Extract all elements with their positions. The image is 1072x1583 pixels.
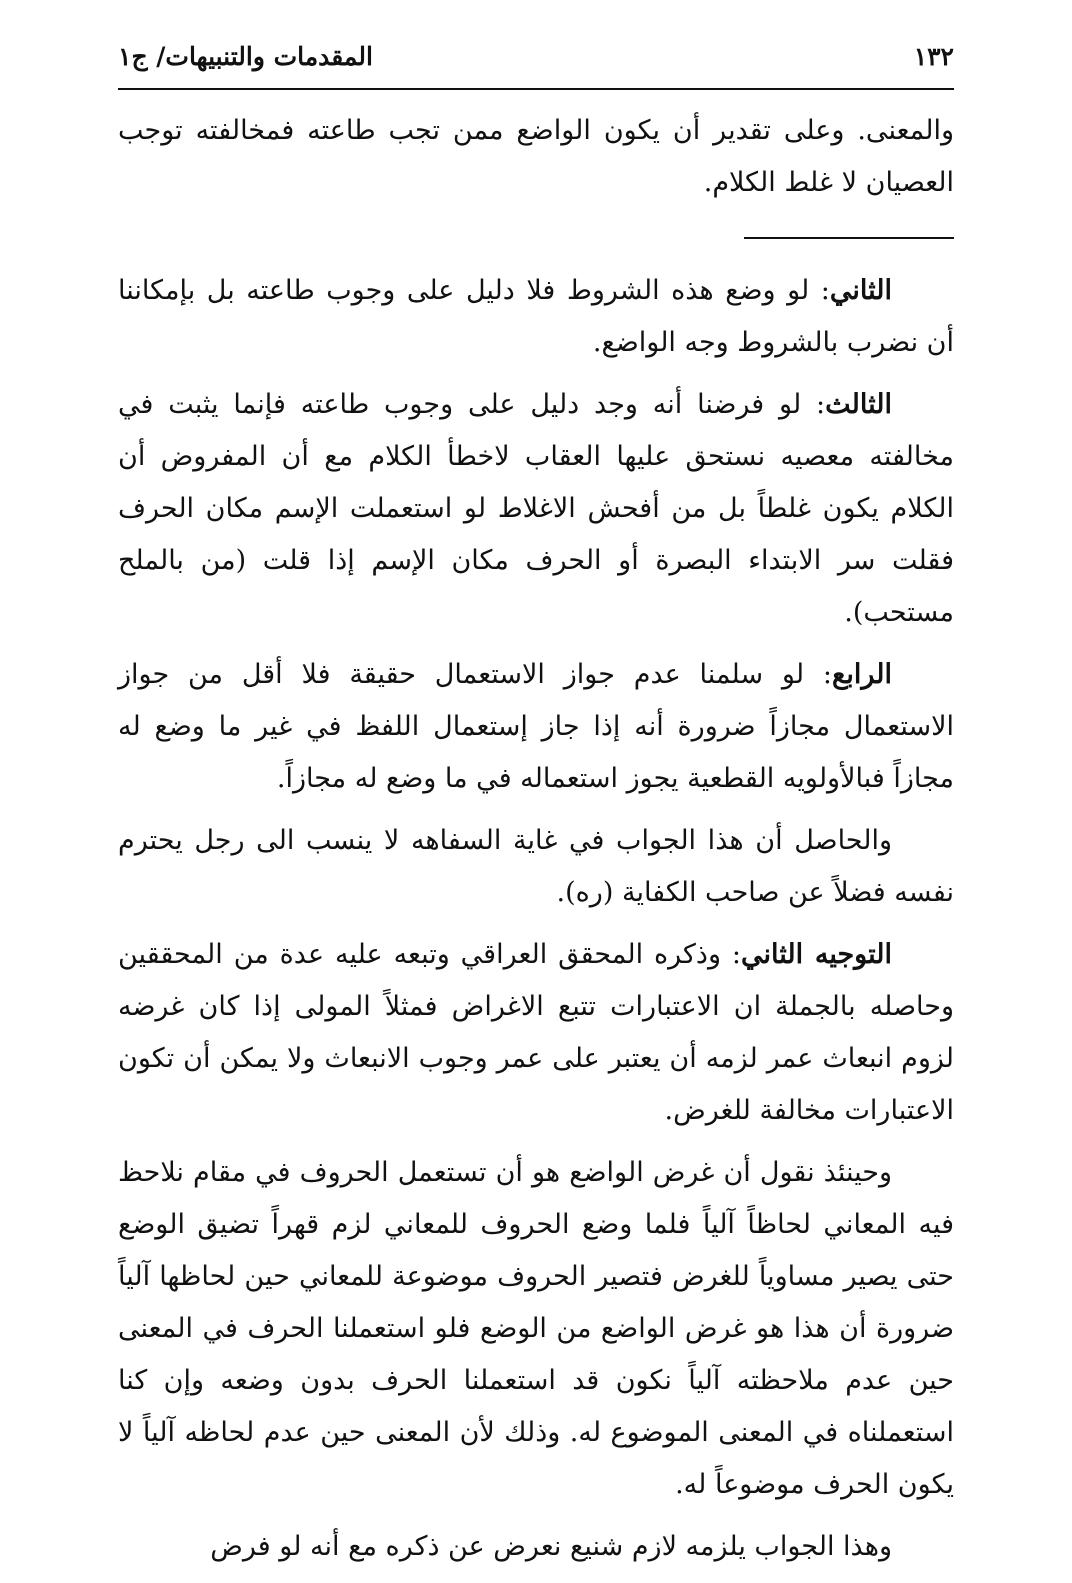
justification-text: : وذكره المحقق العراقي وتبعه عليه عدة من المحققين وحاصله بالجملة ان الاعتبارات تتبع الاغراض فمثلاً المولى إذا كان غرضه لزوم انبعاث عمر لزمه أن يعتبر على عمر وجوب الانبعاث ولا يمكن أن تكون الاعتبارات مخالفة للغرض.	[118, 939, 954, 1126]
closing-fragment: وهذا الجواب يلزمه لازم شنيع نعرض عن ذكره مع أنه لو فرض	[210, 1531, 892, 1562]
point-text: : لو سلمنا عدم جواز الاستعمال حقيقة فلا أقل من جواز الاستعمال مجازاً ضرورة أنه إذا جاز إستعمال اللفظ في غير ما وضع له مجازاً فبالأولويه القطعية يجوز استعماله في ما وضع له مجازاً.	[118, 659, 954, 794]
point-text: : لو فرضنا أنه وجد دليل على وجوب طاعته فإنما يثبت في مخالفته معصيه نستحق عليها العقاب لاخطأ الكلام مع أن المفروض أن الكلام يكون غلطاً بل من أفحش الاغلاط لو استعملت الإسم مكان الحرف فقلت سر الابتداء البصرة أو الحرف مكان الإسم إذا قلت (من بالملح مستحب).	[118, 389, 954, 628]
justification-term: التوجيه الثاني	[741, 939, 892, 970]
point-term: الثاني	[829, 275, 892, 306]
second-justification	[118, 929, 954, 1137]
continued-paragraph: والمعنى. وعلى تقدير أن يكون الواضع ممن تجب طاعته فمخالفته توجب العصيان لا غلط الكلام.	[118, 115, 954, 198]
section-divider	[744, 237, 954, 239]
running-title: المقدمات والتنبيهات/ ج١	[118, 42, 373, 71]
conclusion-paragraph: والحاصل أن هذا الجواب في غاية السفاهه لا ينسب الى رجل يحترم نفسه فضلاً عن صاحب الكفاية (ره).	[118, 825, 954, 908]
point-term: الثالث	[825, 389, 892, 420]
page-header	[118, 42, 954, 82]
book-page	[118, 0, 954, 1562]
point-second	[118, 265, 954, 369]
body-text	[118, 105, 954, 1583]
point-third	[118, 379, 954, 639]
header-rule	[118, 88, 954, 90]
page-number: ١٣٢	[913, 42, 954, 71]
point-term: الرابع	[831, 659, 892, 690]
point-fourth	[118, 649, 954, 805]
point-text: : لو وضع هذه الشروط فلا دليل على وجوب طاعته بل بإمكاننا أن نضرب بالشروط وجه الواضع.	[118, 275, 954, 358]
application-paragraph: وحينئذ نقول أن غرض الواضع هو أن تستعمل الحروف في مقام نلاحظ فيه المعاني لحاظاً آلياً فلما وضع الحروف للمعاني لزم قهراً تضيق الوضع حتى يصير مساوياً للغرض فتصير الحروف موضوعة للمعاني حين لحاظها آلياً ضرورة أن هذا هو غرض الواضع من الوضع فلو استعملنا الحرف في المعنى حين عدم ملاحظته آلياً نكون قد استعملنا الحرف بدون وضعه وإن كنا استعملناه في المعنى الموضوع له. وذلك لأن المعنى حين عدم لحاظه آلياً لا يكون الحرف موضوعاً له.	[118, 1157, 954, 1500]
